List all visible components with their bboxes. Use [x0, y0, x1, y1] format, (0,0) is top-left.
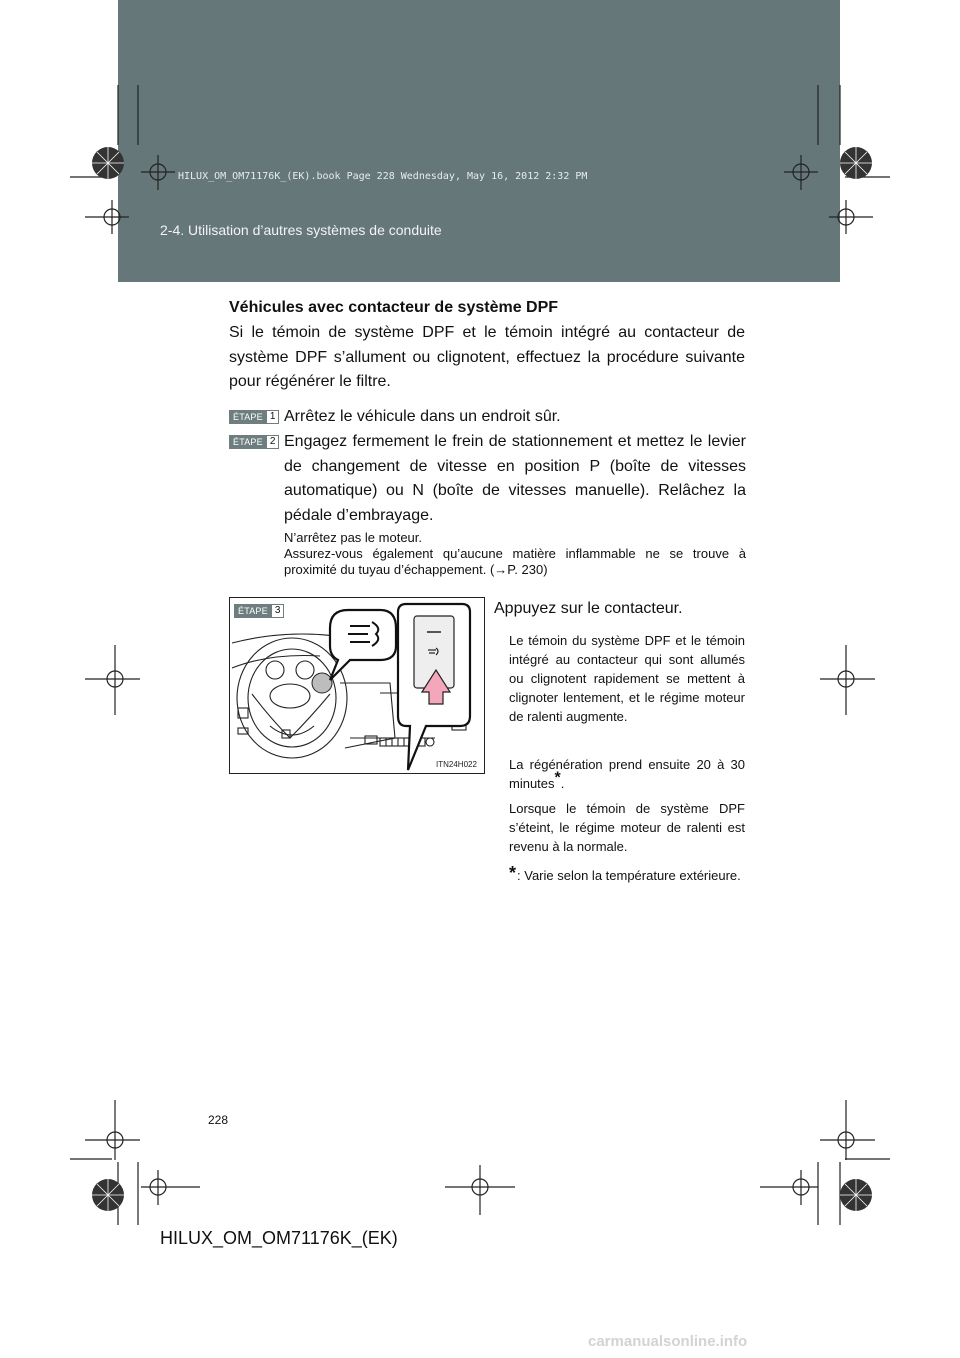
intro-paragraph: Si le témoin de système DPF et le témoin intégré au contacteur de système DPF s’allument ou clignotent, effectuez la procédure suivante pour régénérer le filtre.	[229, 324, 745, 390]
print-info: HILUX_OM_OM71176K_(EK).book Page 228 Wednesday, May 16, 2012 2:32 PM	[178, 171, 588, 182]
step-3-detail-1: Le témoin du système DPF et le témoin intégré au contacteur qui sont allumés ou clignotent rapidement se mettent à clignoter lentement, et le régime moteur de ralenti augmente.	[509, 633, 745, 724]
step-1-badge	[229, 410, 279, 424]
step-2-note-1: N’arrêtez pas le moteur.	[284, 530, 423, 545]
step-3-badge-inner	[234, 604, 284, 618]
figure-code: ITN24H022	[436, 760, 477, 769]
step-2-note-2: Assurez-vous également qu’aucune matière inflammable ne se trouve à proximité du tuyau d’échappement. (→P. 230)	[284, 546, 746, 577]
step-label: ÉTAPE	[229, 410, 267, 424]
step-number: 1	[267, 410, 280, 424]
step-3-detail-2: La régénération prend ensuite 20 à 30 minutes*.	[509, 757, 745, 791]
footnote-mark: *	[509, 863, 517, 883]
footer-code: HILUX_OM_OM71176K_(EK)	[160, 1228, 398, 1248]
dpf-switch-illustration	[229, 597, 485, 774]
page-number: 228	[208, 1113, 229, 1127]
heading: Véhicules avec contacteur de système DPF	[229, 299, 559, 316]
step-label: ÉTAPE	[234, 604, 272, 618]
step-3-text: Appuyez sur le contacteur.	[494, 600, 683, 617]
asterisk-mark: *	[554, 769, 561, 787]
step-2-badge	[229, 435, 279, 449]
step-1-text: Arrêtez le véhicule dans un endroit sûr.	[284, 408, 561, 425]
step-number: 3	[272, 604, 285, 618]
step-number: 2	[267, 435, 280, 449]
step-3-badge	[234, 604, 284, 618]
footnote-text: : Varie selon la température extérieure.	[517, 868, 741, 883]
step-label: ÉTAPE	[229, 435, 267, 449]
section-title: 2-4. Utilisation d’autres systèmes de conduite	[160, 222, 442, 238]
dashboard-drawing	[230, 598, 484, 773]
step-2-text: Engagez fermement le frein de stationnement et mettez le levier de changement de vitesse en position P (boîte de vitesses automatique) ou N (boîte de vitesses manuelle). Relâchez la pédale d’embrayage.	[284, 433, 746, 524]
step-3-detail-3: Lorsque le témoin de système DPF s’éteint, le régime moteur de ralenti est revenu à la normale.	[509, 801, 745, 854]
footnote	[509, 863, 745, 885]
watermark: carmanualsonline.info	[588, 1333, 748, 1350]
